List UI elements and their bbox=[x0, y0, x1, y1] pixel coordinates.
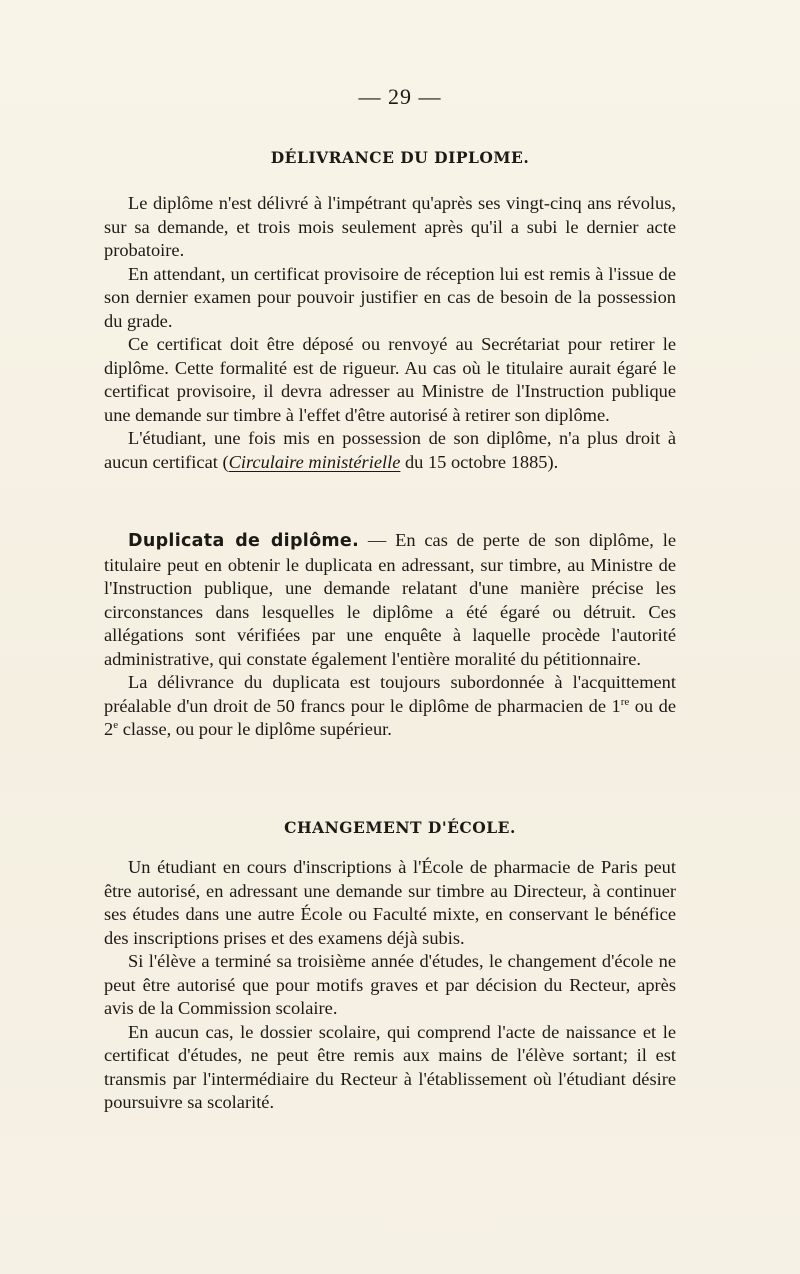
text-run: classe, ou pour le diplôme supérieur. bbox=[118, 719, 392, 739]
run-in-heading-duplicata: Duplicata de diplôme. bbox=[128, 531, 360, 551]
citation-circulaire: Circulaire ministérielle bbox=[228, 451, 401, 472]
text-run: ou de 2 bbox=[104, 695, 676, 739]
section-title-changement: CHANGEMENT D'ÉCOLE. bbox=[284, 818, 516, 837]
section-body-delivrance bbox=[104, 192, 676, 474]
text-run: du 15 octobre 1885). bbox=[400, 451, 559, 472]
page-number: — 29 — bbox=[358, 84, 442, 109]
paragraph: Le diplôme n'est délivré à l'impétrant qu'après ses vingt-cinq ans révolus, sur sa demande, et trois mois seulement après qu'il a subi le dernier acte probatoire. bbox=[104, 193, 676, 260]
paragraph-droit bbox=[104, 671, 676, 742]
paragraph: Ce certificat doit être déposé ou renvoyé au Secrétariat pour retirer le diplôme. Cette formalité est de rigueur. Au cas où le titulaire aurait égaré le certificat provisoire, il devra adresser au Ministre de l'Instruction publique une demande sur timbre à l'effet d'être autorisé à retirer son diplôme. bbox=[104, 334, 676, 425]
paragraph-duplicata bbox=[104, 529, 676, 671]
paragraph: En aucun cas, le dossier scolaire, qui comprend l'acte de naissance et le certificat d'études, ne peut être remis aux mains de l'élève sortant; il est transmis par l'intermédiaire du Recteur à l'établissement où l'étudiant désire poursuivre sa scolarité. bbox=[104, 1021, 676, 1112]
paragraph: Un étudiant en cours d'inscriptions à l'École de pharmacie de Paris peut être autorisé, en adressant une demande sur timbre au Directeur, à continuer ses études dans une autre École ou Faculté mixte, en conservant le bénéfice des inscriptions prises et des examens déjà subis. bbox=[104, 857, 676, 948]
text-run: — En cas de perte de son diplôme, le titulaire peut en obtenir le duplicata en adressant, sur timbre, au Ministre de l'Instruction publique, une demande relatant d'une manière précise les circonstances dans lesquelles le diplôme a été égaré ou détruit. Ces allégations sont vérifiées par une enquête à laquelle procède l'autorité administrative, qui constate également l'entière moralité du pétitionnaire. bbox=[104, 530, 676, 669]
section-title-delivrance: DÉLIVRANCE DU DIPLOME. bbox=[270, 148, 530, 167]
paragraph: Si l'élève a terminé sa troisième année d'études, le changement d'école ne peut être autorisé que pour motifs graves et par décision du Recteur, après avis de la Commission scolaire. bbox=[104, 951, 676, 1018]
paragraph: En attendant, un certificat provisoire de réception lui est remis à l'issue de son dernier examen pour pouvoir justifier en cas de besoin de la possession du grade. bbox=[104, 263, 676, 331]
paragraph-circulaire bbox=[104, 427, 676, 474]
section-body-duplicata bbox=[104, 529, 676, 742]
text-run: La délivrance du duplicata est toujours subordonnée à l'acquittement préalable d'un droit de 50 francs pour le diplôme de pharmacien de 1 bbox=[104, 672, 676, 716]
superscript: e bbox=[113, 718, 119, 731]
section-body-changement bbox=[104, 856, 676, 1115]
superscript: re bbox=[620, 695, 630, 708]
text-run: L'étudiant, une fois mis en possession de son diplôme, n'a plus droit à aucun certificat ( bbox=[104, 428, 676, 472]
